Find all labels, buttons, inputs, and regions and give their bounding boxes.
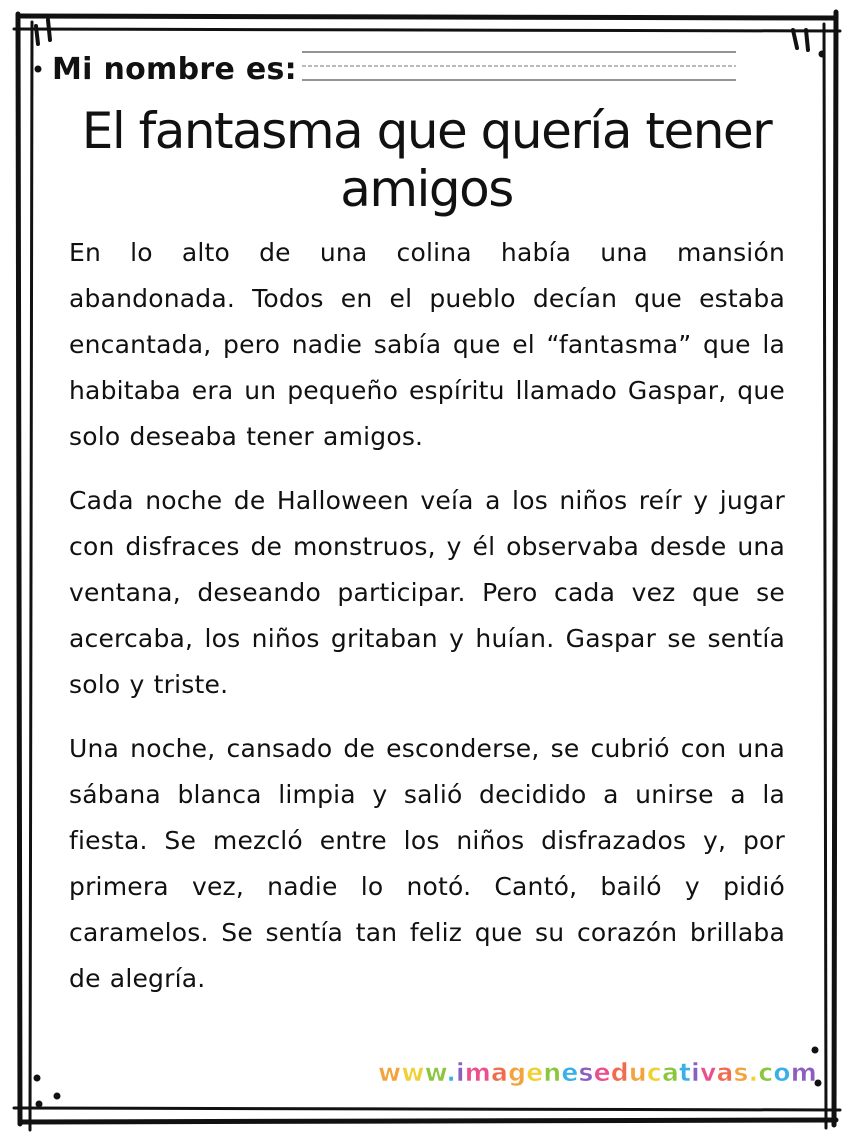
website-letter: a	[491, 1058, 509, 1087]
website-letter: e	[561, 1058, 579, 1087]
website-letter: e	[593, 1058, 611, 1087]
corner-doodle-top-right	[793, 30, 826, 58]
website-letter: i	[456, 1058, 465, 1087]
name-row	[30, 44, 750, 94]
story-paragraph-2: Cada noche de Halloween veía a los niños reír y jugar con disfraces de monstruos, y él observaba desde una ventana, deseando participar. Pero cada vez que se acercaba, los niños gritaban y huían. Gaspar se sentía solo y triste.	[69, 486, 785, 699]
title-line-2: amigos	[340, 160, 513, 218]
website-letter: .	[748, 1058, 759, 1087]
website-letter: d	[610, 1058, 629, 1087]
website-letter: s	[733, 1058, 749, 1087]
website-letter: g	[508, 1058, 527, 1087]
website-letter: e	[526, 1058, 544, 1087]
website-letter: c	[758, 1058, 774, 1087]
website-letter: a	[716, 1058, 734, 1087]
website-letter: m	[464, 1058, 492, 1087]
name-writing-lines[interactable]	[300, 46, 740, 90]
story-paragraph-1: En lo alto de una colina había una mansión abandonada. Todos en el pueblo decían que estaba encantada, pero nadie sabía que el “fantasma” que la habitaba era un pequeño espíritu llamado Gaspar, que solo deseaba tener amigos.	[69, 238, 785, 451]
page-title	[30, 102, 823, 218]
website-letter: s	[578, 1058, 594, 1087]
website-watermark	[378, 1058, 817, 1087]
corner-doodle-bottom-left	[34, 1075, 61, 1108]
website-letter: w	[378, 1058, 402, 1087]
website-letter: w	[424, 1058, 447, 1087]
story-paragraph-3: Una noche, cansado de esconderse, se cubrió con una sábana blanca limpia y salió decidido a unirse a la fiesta. Se mezcló entre los niños disfrazados y, por primera vez, nadie lo notó. Cantó, bailó y pidió caramelos. Se sentía tan feliz que su corazón brillaba de alegría.	[69, 734, 785, 993]
website-letter: t	[679, 1058, 692, 1087]
website-letter: v	[699, 1058, 717, 1087]
website-letter: o	[773, 1058, 791, 1087]
website-letter: u	[628, 1058, 647, 1087]
title-line-1: El fantasma que quería tener	[81, 102, 772, 160]
website-letter: w	[401, 1058, 425, 1087]
website-letter: c	[646, 1058, 662, 1087]
website-letter: m	[790, 1058, 817, 1087]
website-letter: n	[543, 1058, 562, 1087]
website-letter: .	[446, 1058, 457, 1087]
website-letter: i	[691, 1058, 700, 1087]
name-label: Mi nombre es:	[52, 52, 297, 87]
story-text	[69, 230, 785, 1020]
website-letter: a	[661, 1058, 680, 1087]
